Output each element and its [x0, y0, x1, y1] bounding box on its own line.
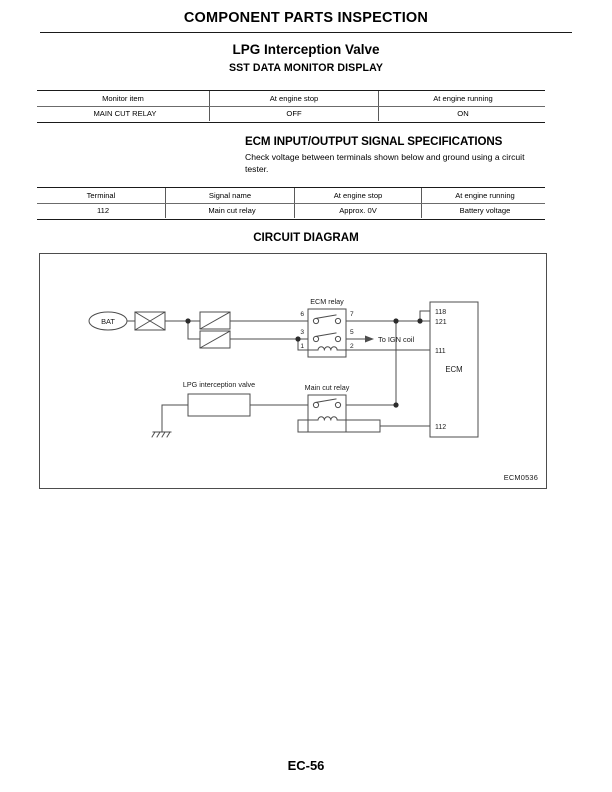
battery-label: BAT: [101, 317, 115, 326]
circuit-diagram-frame: [39, 253, 547, 489]
to-ign-coil-label: To IGN coil: [378, 335, 415, 344]
column-header: Terminal: [86, 191, 116, 200]
column-header: Monitor item: [102, 94, 144, 103]
subsection-title: SST DATA MONITOR DISPLAY: [228, 62, 384, 74]
table-cell: Main cut relay: [166, 203, 295, 218]
page-number: EC-56: [287, 758, 325, 773]
io-section-description: Check voltage between terminals shown below and ground using a circuit tester.: [245, 152, 525, 174]
section-title: LPG Interception Valve: [232, 42, 380, 57]
relay-pin-1: 1: [300, 343, 304, 350]
column-header: Signal name: [166, 188, 295, 203]
relay-pin-7: 7: [350, 311, 354, 318]
table-header-row: [37, 188, 548, 203]
table-row: [37, 106, 547, 121]
monitor-table-bottom-rule: [37, 122, 545, 123]
ecm-terminal-118: 118: [435, 309, 447, 316]
table-cell: ON: [379, 106, 548, 121]
column-header: At engine stop: [210, 91, 379, 106]
circuit-diagram-svg: [40, 254, 546, 488]
table-cell: 112: [96, 206, 110, 215]
table-row: [37, 203, 548, 218]
table-cell: Battery voltage: [422, 203, 549, 218]
table-cell: Approx. 0V: [295, 203, 422, 218]
relay-pin-3: 3: [300, 329, 304, 336]
ecm-terminal-112: 112: [435, 424, 447, 431]
lpg-valve-label: LPG interception valve: [182, 380, 256, 389]
figure-id: ECM0536: [503, 473, 538, 482]
circuit-diagram-title: CIRCUIT DIAGRAM: [253, 231, 359, 244]
column-header: At engine stop: [295, 188, 422, 203]
relay-pin-2: 2: [350, 343, 354, 350]
io-section-title: ECM INPUT/OUTPUT SIGNAL SPECIFICATIONS: [245, 135, 503, 148]
ecm-terminal-121: 121: [435, 319, 447, 326]
ecm-terminal-111: 111: [435, 348, 446, 355]
table-header-row: [37, 91, 547, 106]
io-table-mid-rule: [37, 203, 545, 204]
ecm-relay-label: ECM relay: [310, 297, 344, 306]
column-header: At engine running: [422, 188, 549, 203]
io-table-bottom-rule: [37, 219, 545, 220]
main-cut-relay-label: Main cut relay: [304, 383, 350, 392]
page-title: COMPONENT PARTS INSPECTION: [183, 10, 429, 26]
table-cell: OFF: [210, 106, 379, 121]
column-header: At engine running: [379, 91, 548, 106]
monitor-table-mid-rule: [37, 106, 545, 107]
relay-pin-6: 6: [300, 311, 304, 318]
lpg-valve-symbol: [188, 394, 250, 416]
header-rule: [40, 32, 572, 33]
ecm-label: ECM: [445, 365, 463, 374]
table-cell: MAIN CUT RELAY: [93, 109, 157, 118]
relay-pin-5: 5: [350, 329, 354, 336]
